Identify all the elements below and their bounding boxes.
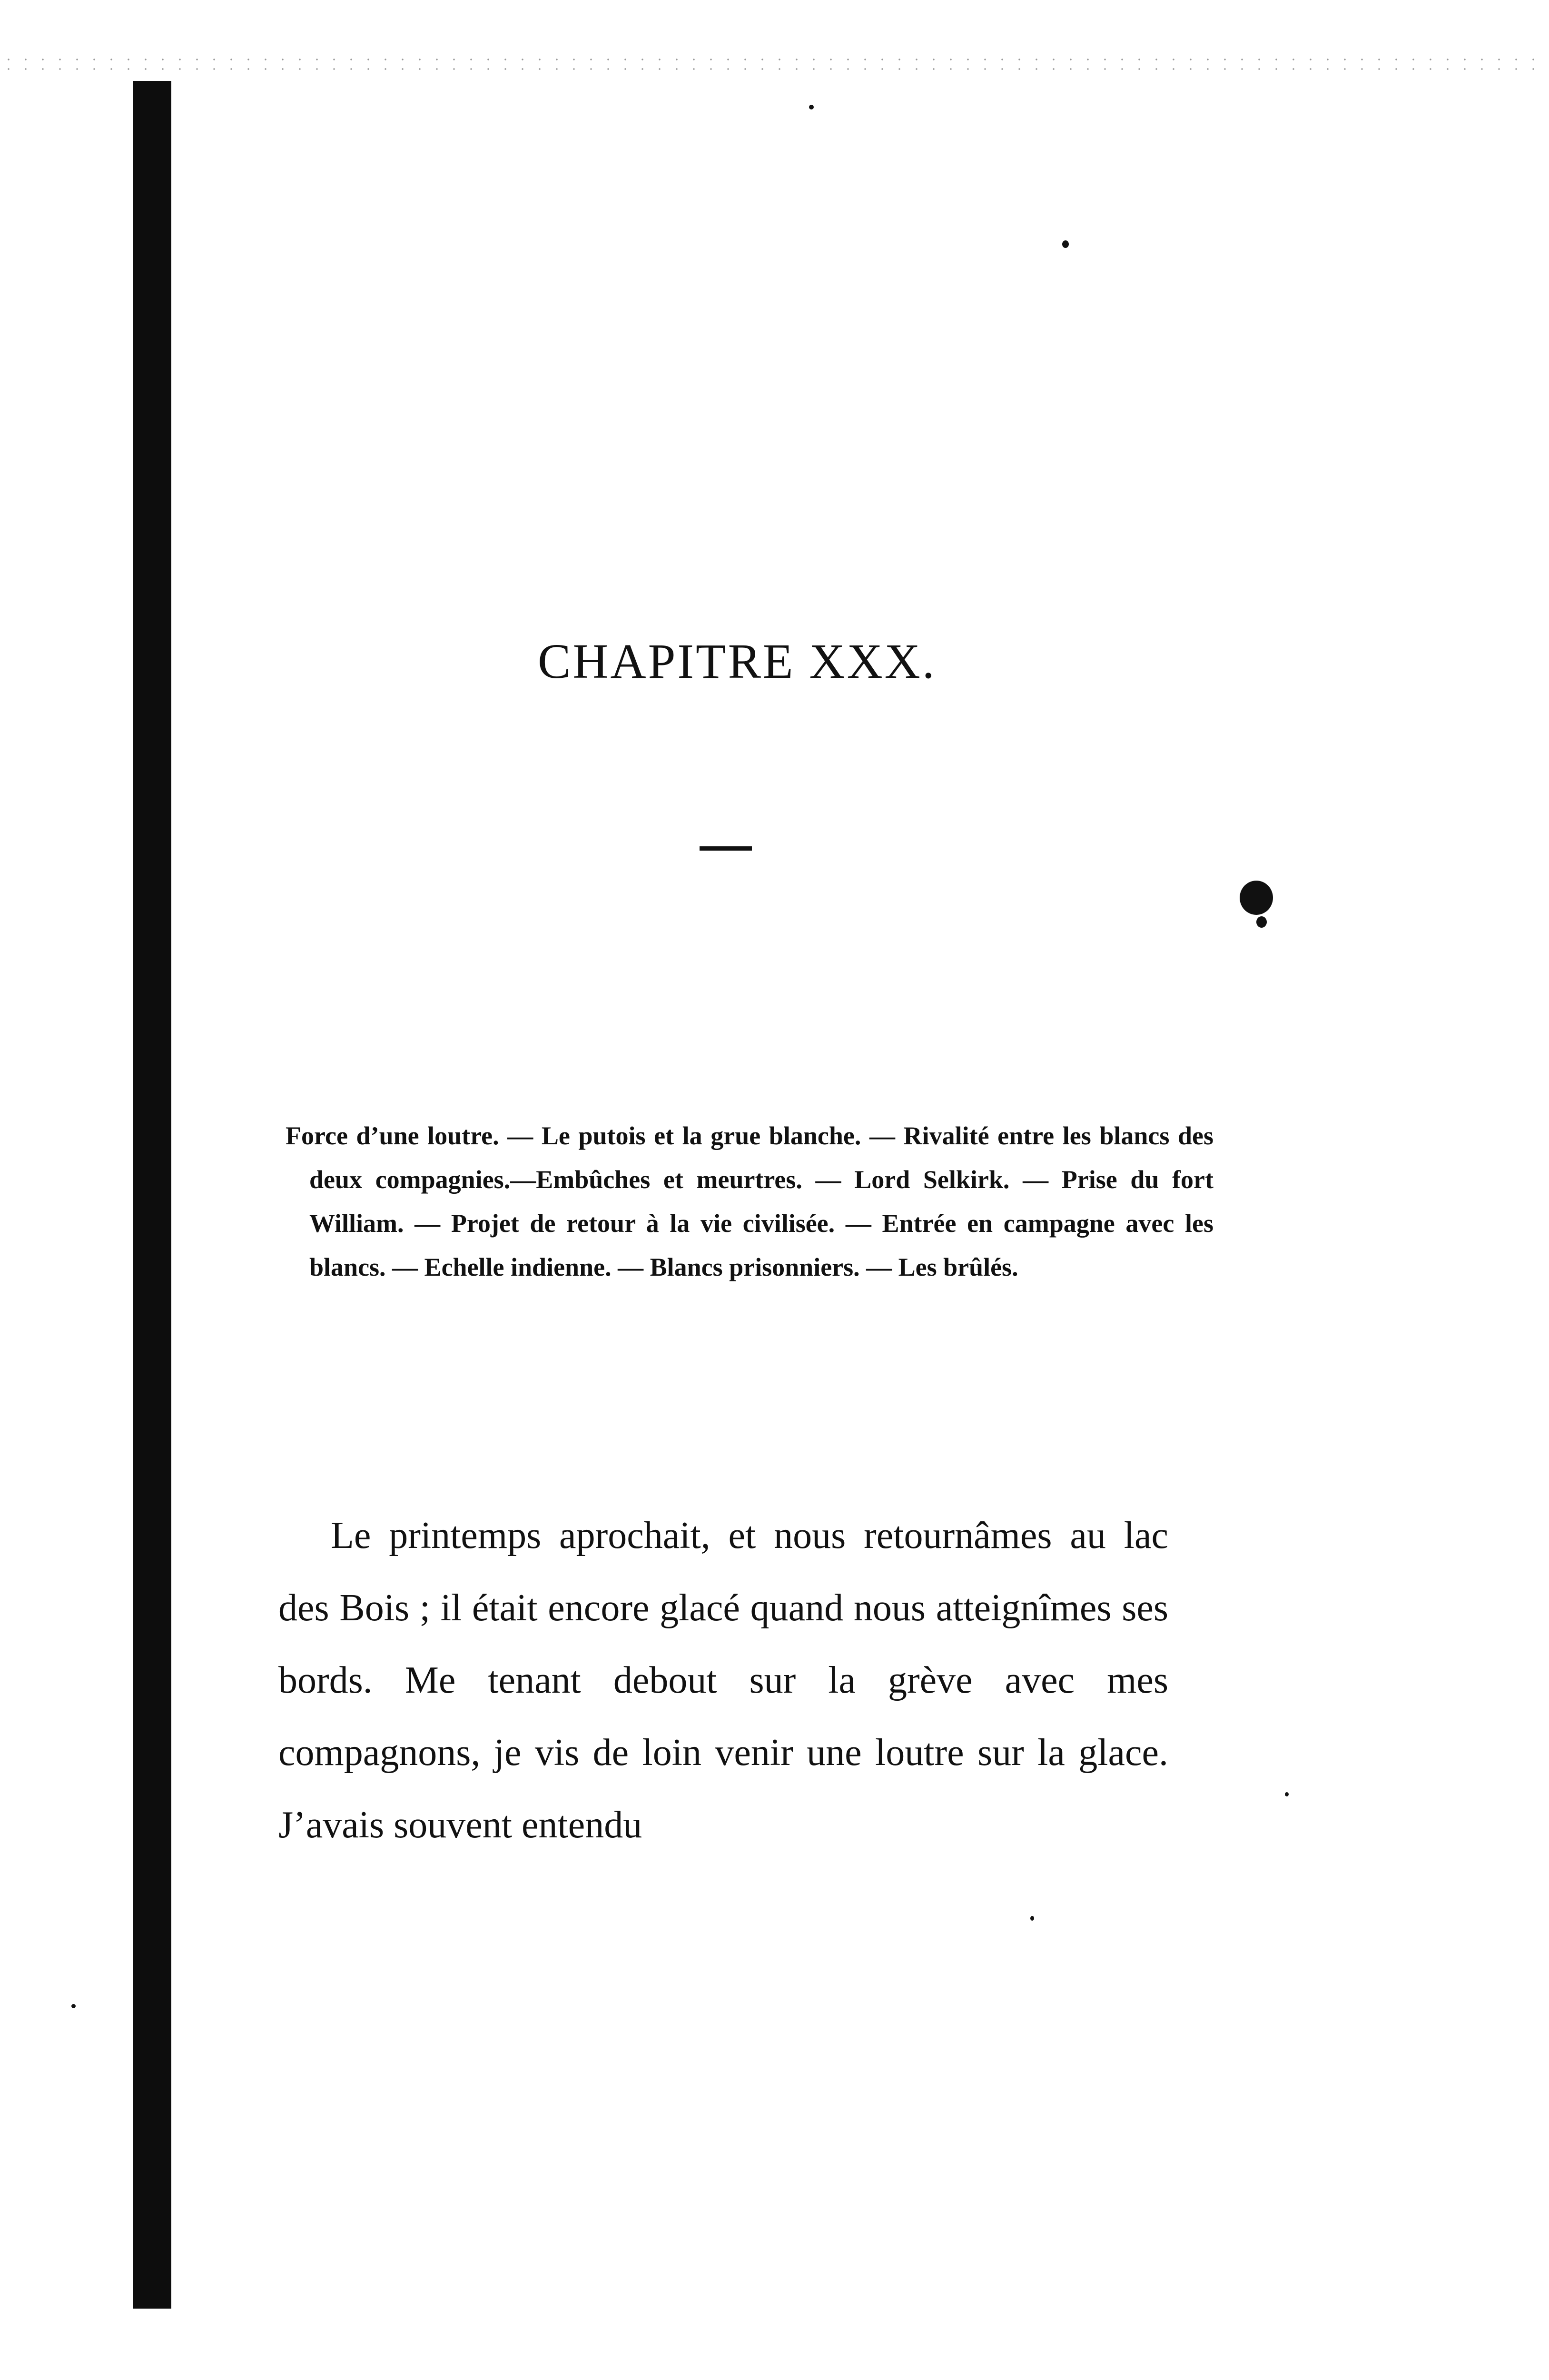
ink-speck xyxy=(1256,916,1267,928)
binding-shadow xyxy=(133,81,171,2309)
page-top-edge xyxy=(0,55,1549,76)
ink-speck xyxy=(1062,240,1069,248)
ink-speck xyxy=(1240,881,1273,915)
ink-speck xyxy=(809,105,814,109)
chapter-title: CHAPITRE XXX. xyxy=(538,634,937,689)
title-rule xyxy=(700,846,752,851)
ink-speck xyxy=(1030,1916,1034,1921)
ink-speck xyxy=(1285,1792,1289,1796)
ink-speck xyxy=(71,2004,76,2008)
body-paragraph: Le printemps aprochait, et nous retournâmes au lac des Bois ; il était encore glacé quand nous atteignîmes ses bords. Me tenant debout sur la grève avec mes compagnons, je vis de loin venir une loutre sur la glace. J’avais souvent entendu xyxy=(278,1515,1168,1846)
chapter-summary: Force d’une loutre. — Le putois et la grue blanche. — Rivalité entre les blancs des deux compagnies.—Embûches et meurtres. — Lord Selkirk. — Prise du fort William. — Projet de retour à la vie civilisée. — Entrée en campagne avec les blancs. — Echelle indienne. — Blancs prisonniers. — Les brûlés. xyxy=(286,1121,1214,1281)
